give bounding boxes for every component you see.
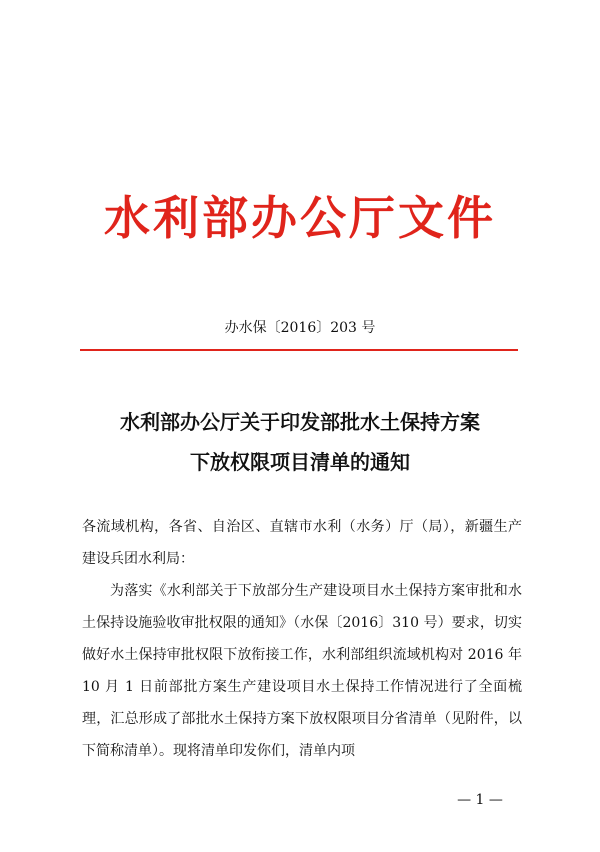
body-paragraph: 为落实《水利部关于下放部分生产建设项目水土保持方案审批和水土保持设施验收审批权限的通知》（水保〔2016〕310 号）要求，切实做好水土保持审批权限下放衔接工作，水利部组织流域机构对 2016 年 10 月 1 日前部批方案生产建设项目水土保持工作情况进行了全面梳理，汇总形成了部批水土保持方案下放权限项目分省清单（见附件，以下简称清单）。现将清单印发你们，清单内项 — [82, 583, 522, 759]
notice-title-line-1: 水利部办公厅关于印发部批水土保持方案 — [120, 410, 480, 434]
notice-body — [82, 511, 522, 767]
notice-title-line-2: 下放权限项目清单的通知 — [190, 450, 410, 474]
red-separator-line — [80, 349, 518, 351]
document-number: 办水保〔2016〕203 号 — [224, 320, 376, 336]
masthead-title: 水利部办公厅文件 — [104, 191, 496, 245]
addressee: 各流域机构，各省、自治区、直辖市水利（水务）厅（局），新疆生产建设兵团水利局： — [82, 519, 522, 567]
page-number: — 1 — — [457, 792, 503, 808]
